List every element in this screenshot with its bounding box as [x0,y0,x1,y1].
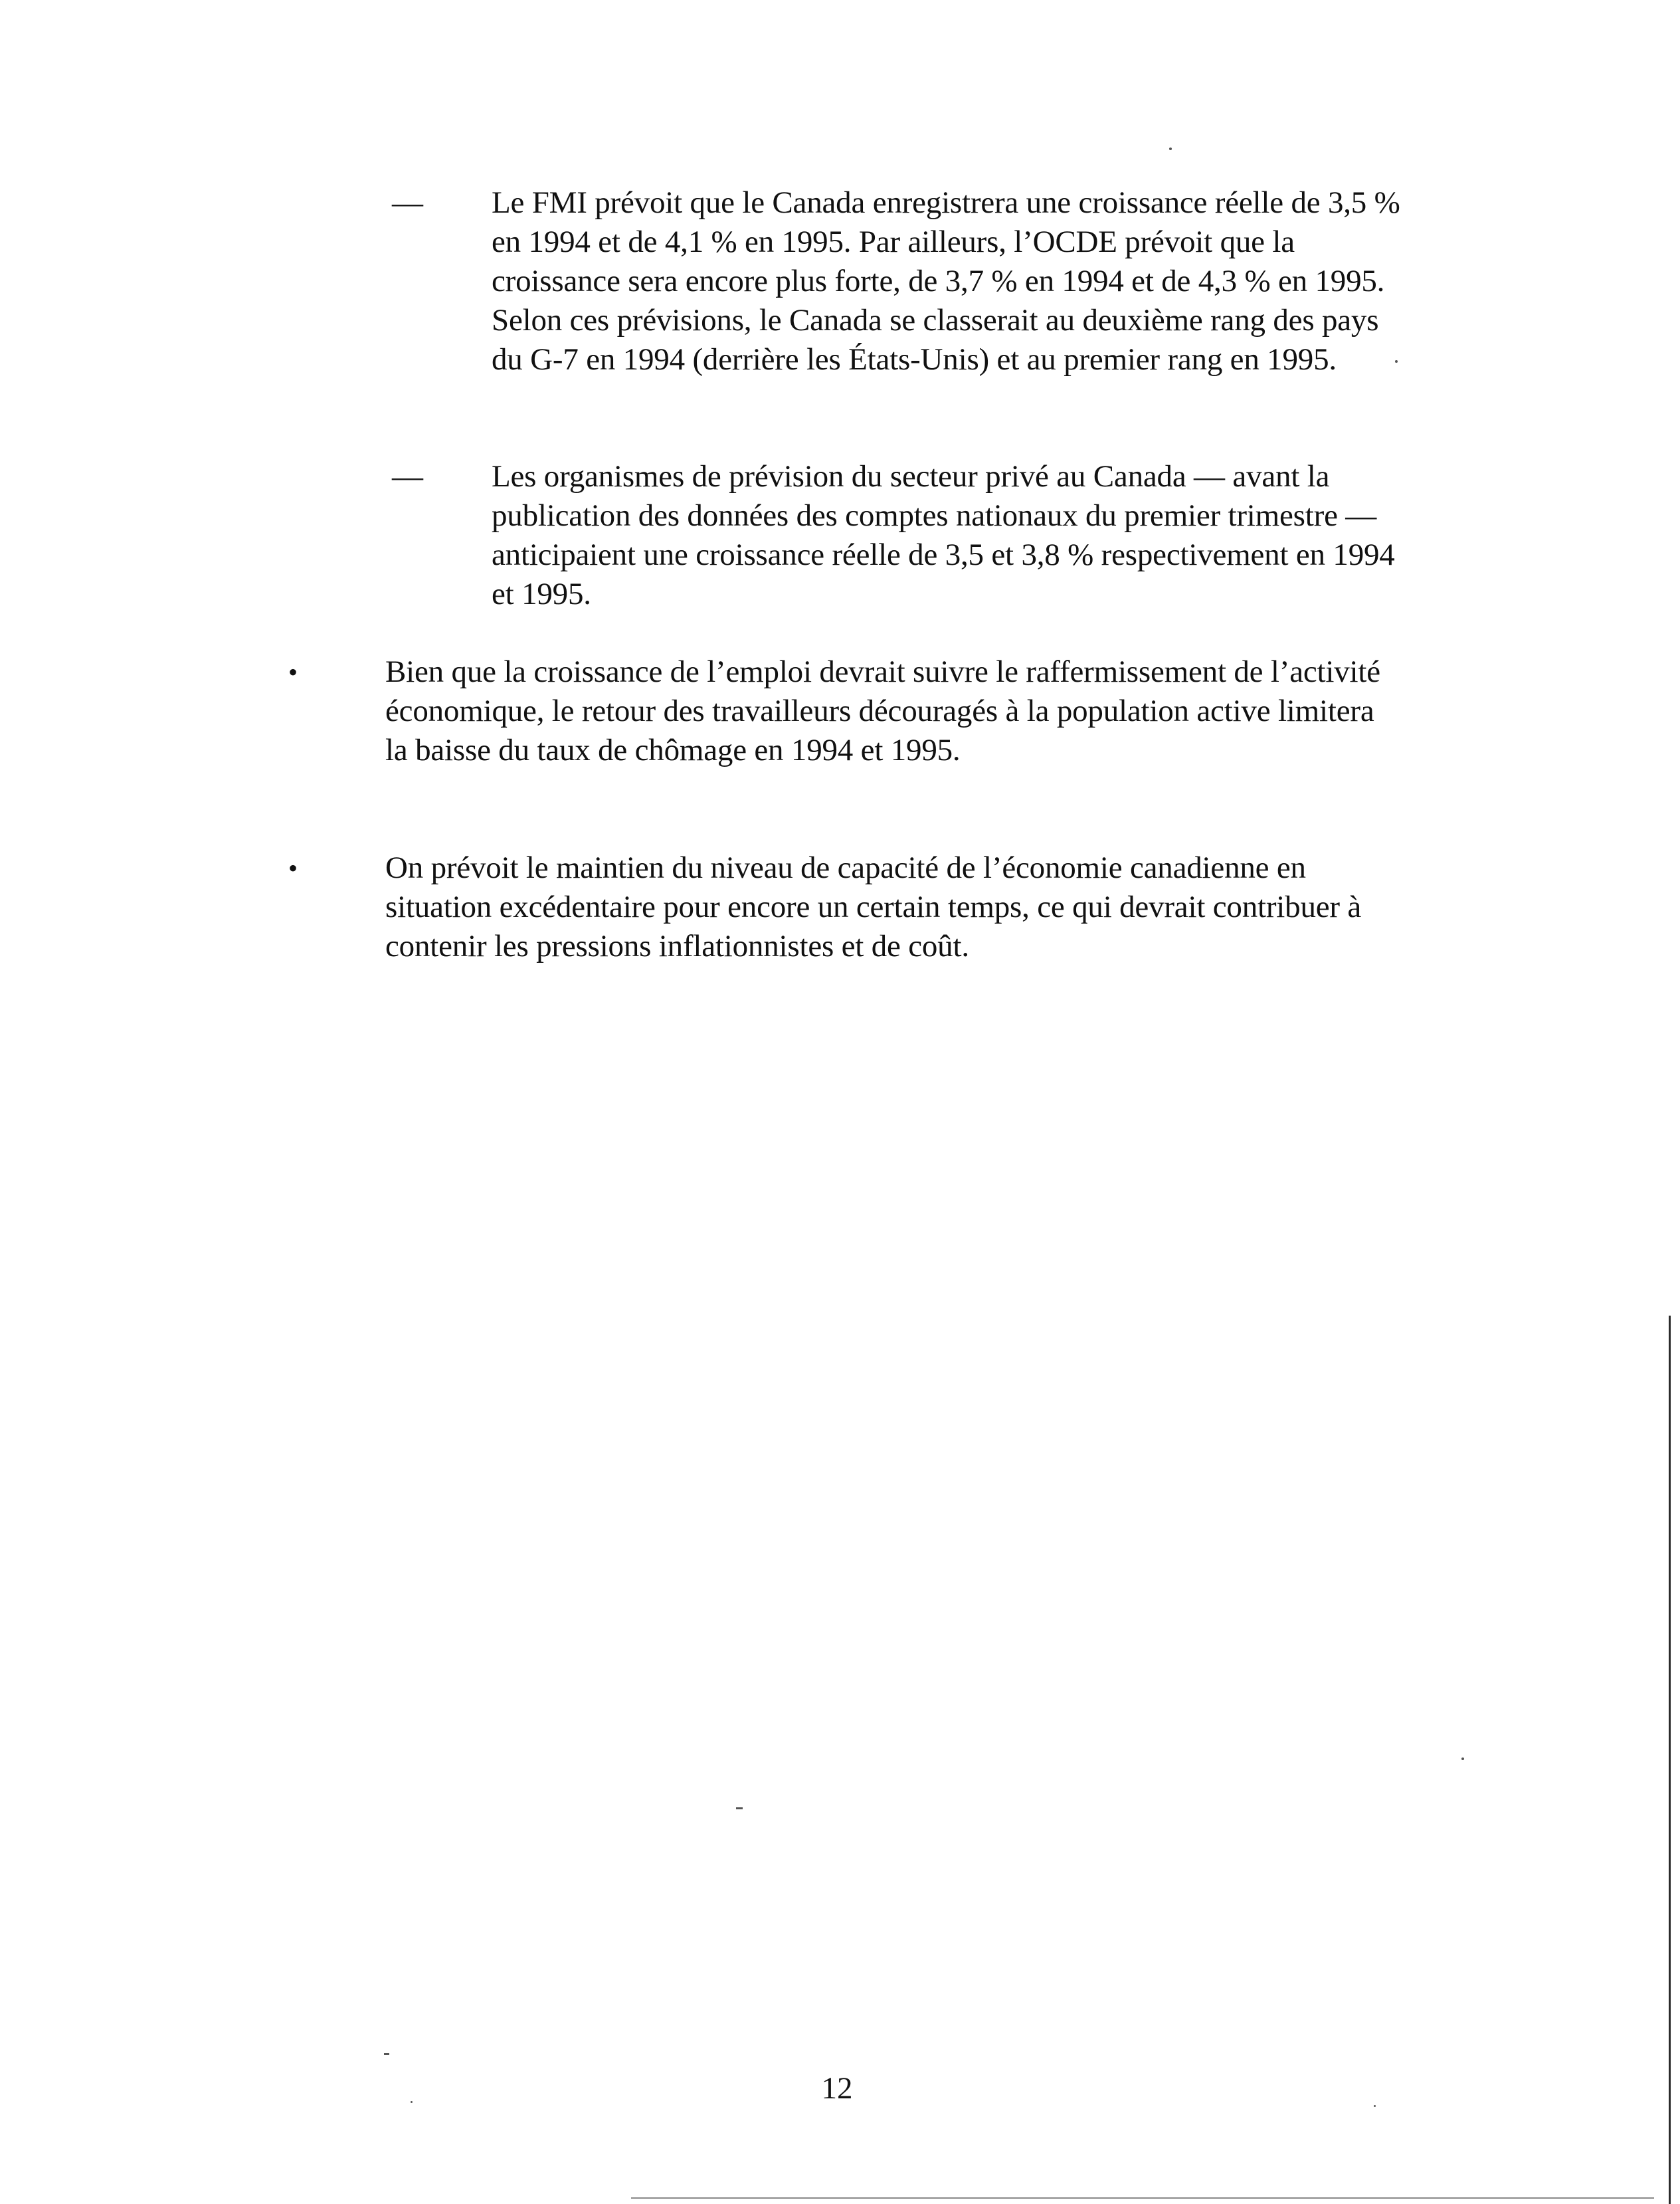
page-number: 12 [821,2071,853,2106]
bullet-list-item [288,652,1402,770]
dash-marker: — [392,459,423,494]
dash-marker: — [392,185,423,220]
scan-edge-right [1669,1316,1671,2204]
scan-edge-bottom [631,2197,1654,2199]
scan-speck [411,2101,413,2103]
dash-list-item [392,183,1402,379]
dash-list-item [392,457,1402,614]
bullet-list-item [288,849,1402,966]
list-item-text: Le FMI prévoit que le Canada enregistrera une croissance réelle de 3,5 % en 1994 et de 4,1 % en 1995. Par ailleurs, l’OCDE prévoit que la croissance sera encore plus forte, de 3,7 % en 1994 et de 4,3 % en 1995. Selon ces prévisions, le Canada se classerait au deuxième rang des pays du G-7 en 1994 (derrière les États-Unis) et au premier rang en 1995. [492,185,1400,377]
list-item-text: Bien que la croissance de l’emploi devrait suivre le raffermissement de l’activité économique, le retour des travailleurs découragés à la population active limitera la baisse du taux de chômage en 1994 et 1995. [385,654,1380,767]
scan-speck [1461,1757,1464,1760]
scan-speck [384,2053,389,2055]
scan-speck [1374,2105,1376,2107]
list-item-text: On prévoit le maintien du niveau de capacité de l’économie canadienne en situation excédentaire pour encore un certain temps, ce qui devrait contribuer à contenir les pressions inflationnistes et de coût. [385,851,1362,963]
list-item-text: Les organismes de prévision du secteur privé au Canada — avant la publication des données des comptes nationaux du premier trimestre — anticipaient une croissance réelle de 3,5 et 3,8 % respectivement en 1994 et 1995. [492,459,1395,611]
scan-speck [736,1807,743,1809]
scan-speck [1395,360,1398,363]
bullet-marker: • [288,657,298,687]
scan-speck [1169,148,1172,150]
bullet-marker: • [288,853,298,883]
